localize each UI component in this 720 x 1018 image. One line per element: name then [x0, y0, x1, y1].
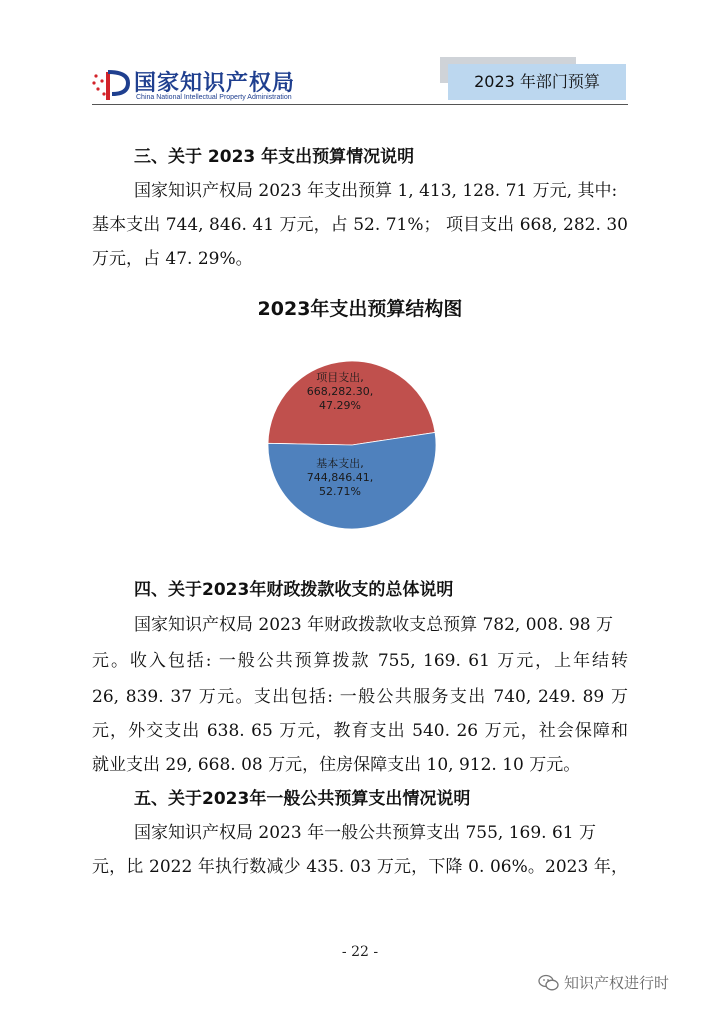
wechat-icon — [538, 974, 560, 992]
cnipa-logo-icon — [92, 68, 132, 102]
section4-line-1: 国家知识产权局 2023 年财政拨款收支总预算 782, 008. 98 万 — [134, 615, 614, 635]
section5-heading: 五、关于2023年一般公共预算支出情况说明 — [134, 789, 471, 809]
section4-line-2: 元。收入包括: 一般公共预算拨款 755, 169. 61 万元，上年结转 — [92, 651, 628, 671]
section3-line-2: 基本支出 744, 846. 41 万元，占 52. 71%； 项目支出 668, 282. 30 — [92, 215, 628, 235]
section4-line-5: 就业支出 29, 668. 08 万元，住房保障支出 10, 912. 10 万元。 — [92, 755, 581, 775]
section5-line-2: 元，比 2022 年执行数减少 435. 03 万元，下降 0. 06%。2023 年， — [92, 857, 628, 877]
section4-line-4: 元，外交支出 638. 65 万元，教育支出 540. 26 万元，社会保障和 — [92, 721, 628, 741]
pie-label-1-line-1: 744,846.41, — [306, 471, 374, 484]
header-divider — [92, 104, 628, 105]
org-name-cn: 国家知识产权局 — [134, 71, 296, 96]
section3-line-1: 国家知识产权局 2023 年支出预算 1, 413, 128. 71 万元, 其中: — [134, 181, 618, 201]
chart-title: 2023年支出预算结构图 — [257, 298, 463, 320]
pie-label-0-line-0: 项目支出, — [316, 371, 364, 384]
pie-label-0-line-1: 668,282.30, — [306, 385, 374, 398]
section3-heading: 三、关于 2023 年支出预算情况说明 — [134, 147, 415, 167]
pie-label-0-line-2: 47.29% — [319, 399, 361, 412]
pie-label-1-line-0: 基本支出, — [316, 457, 364, 470]
page-header — [0, 0, 720, 110]
section4-line-3: 26, 839. 37 万元。支出包括: 一般公共服务支出 740, 249. 89 万 — [92, 687, 628, 707]
pie-chart — [260, 345, 460, 545]
section3-line-3: 万元，占 47. 29%。 — [92, 249, 253, 269]
section4-heading: 四、关于2023年财政拨款收支的总体说明 — [134, 580, 454, 600]
pie-label-1-line-2: 52.71% — [319, 485, 361, 498]
org-name-en: China National Intellectual Property Administration — [136, 94, 292, 101]
section-tag: 2023 年部门预算 — [448, 64, 626, 100]
section5-line-1: 国家知识产权局 2023 年一般公共预算支出 755, 169. 61 万 — [134, 823, 597, 843]
watermark — [538, 972, 669, 993]
page-number: - 22 - — [341, 944, 379, 960]
watermark-text: 知识产权进行时 — [564, 974, 670, 992]
